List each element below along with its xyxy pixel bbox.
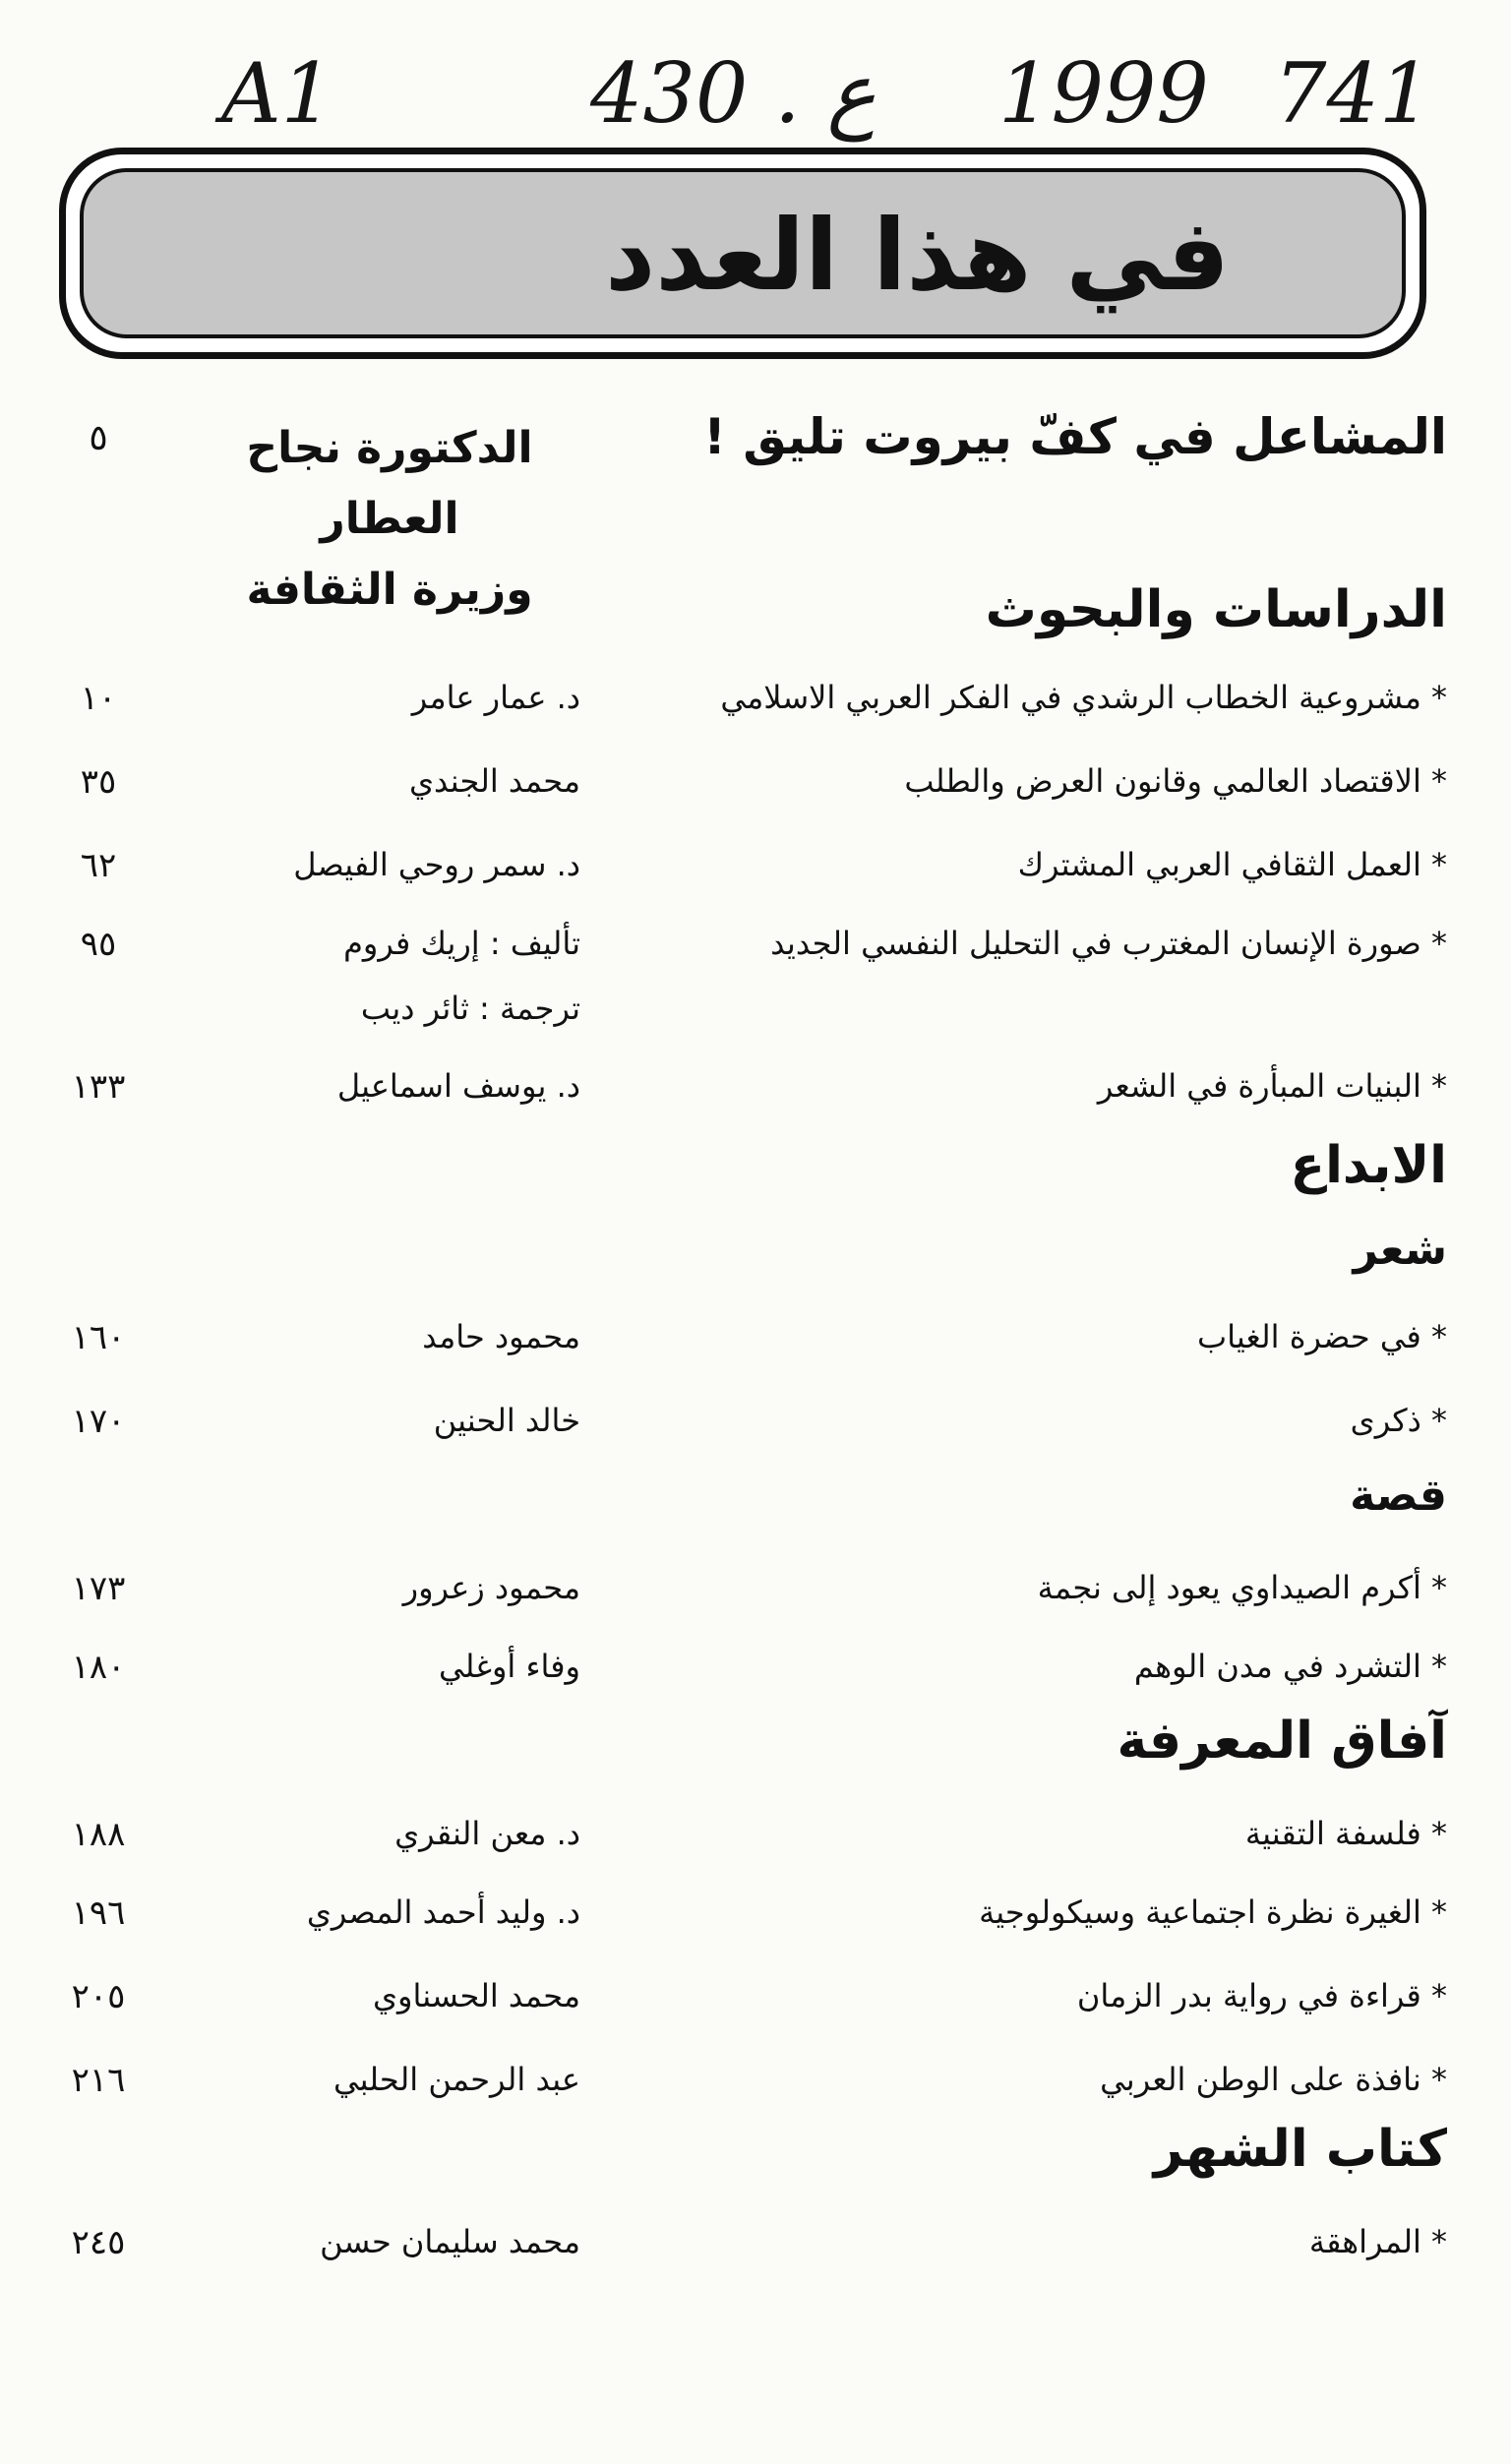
entry-title: * في حضرة الغياب [1196, 1318, 1447, 1355]
toc-entry[interactable] [0, 762, 1511, 831]
entry-author: د. معن النقري [394, 1815, 580, 1852]
lead-author-role: وزيرة الثقافة [246, 565, 533, 615]
entry-title: * ذكرى [1350, 1402, 1447, 1439]
page-title: في هذا العدد [604, 198, 1230, 313]
toc-entry[interactable] [0, 1067, 1511, 1136]
entry-title: * مشروعية الخطاب الرشدي في الفكر العربي الاسلامي [720, 679, 1447, 716]
toc-entry[interactable] [0, 1318, 1511, 1387]
entry-author: تأليف : إريك فروم [343, 925, 580, 962]
entry-page: ٢١٦ [71, 2061, 126, 2100]
section-creativity: الابداع [1290, 1136, 1447, 1195]
entry-title: * التشرد في مدن الوهم [1133, 1648, 1447, 1685]
entry-author: محمود زعرور [402, 1569, 580, 1606]
entry-page: ١٧٠ [71, 1402, 126, 1441]
entry-title: * العمل الثقافي العربي المشترك [1017, 846, 1447, 883]
toc-entry[interactable] [0, 1977, 1511, 2046]
entry-author: وفاء أوغلي [438, 1648, 580, 1685]
handwritten-year: 1999 [998, 45, 1209, 142]
section-poetry: شعر [1353, 1225, 1447, 1275]
entry-title: * فلسفة التقنية [1244, 1815, 1447, 1852]
handwritten-code: A1 [221, 45, 334, 142]
entry-title: * أكرم الصيداوي يعود إلى نجمة [1037, 1569, 1447, 1606]
title-banner [59, 148, 1426, 359]
entry-title: * المراهقة [1308, 2223, 1447, 2260]
entry-page: ٩٥ [80, 925, 117, 964]
entry-title: * صورة الإنسان المغترب في التحليل النفسي الجديد [770, 925, 1447, 962]
entry-author: خالد الحنين [433, 1402, 580, 1439]
lead-author-name: الدكتورة نجاح العطار [246, 423, 533, 544]
entry-page: ٦٢ [80, 846, 117, 885]
entry-title: * نافذة على الوطن العربي [1100, 2061, 1447, 2098]
toc-entry[interactable] [0, 1402, 1511, 1471]
entry-page: ١٩٦ [71, 1893, 126, 1933]
toc-entry[interactable] [0, 1893, 1511, 1962]
banner-inner [80, 168, 1406, 338]
entry-title: * قراءة في رواية بدر الزمان [1076, 1977, 1447, 2014]
toc-entry[interactable] [0, 2061, 1511, 2130]
entry-page: ٢٤٥ [71, 2223, 126, 2262]
toc-entry[interactable] [0, 679, 1511, 748]
toc-entry[interactable] [0, 1815, 1511, 1884]
entry-title: * البنيات المبأرة في الشعر [1097, 1067, 1447, 1105]
section-studies: الدراسات والبحوث [985, 580, 1447, 639]
entry-translator: ترجمة : ثائر ديب [360, 990, 580, 1027]
entry-author: محمد الجندي [408, 762, 580, 800]
entry-author: د. عمار عامر [411, 679, 580, 716]
entry-author: د. سمر روحي الفيصل [293, 846, 580, 883]
entry-page: ١٠ [80, 679, 117, 718]
entry-page: ١٨٨ [71, 1815, 126, 1854]
entry-page: ٢٠٥ [71, 1977, 126, 2016]
entry-author: محمد سليمان حسن [320, 2223, 580, 2260]
entry-page: ١٣٣ [71, 1067, 126, 1107]
section-horizons: آفاق المعرفة [1117, 1712, 1447, 1771]
toc-entry[interactable] [0, 2223, 1511, 2292]
entry-author: د. وليد أحمد المصري [306, 1893, 580, 1931]
entry-author: محمد الحسناوي [372, 1977, 580, 2014]
toc-entry[interactable] [0, 925, 1511, 1052]
section-story: قصة [1350, 1471, 1447, 1521]
lead-article-author [183, 413, 596, 626]
entry-author: محمود حامد [422, 1318, 580, 1355]
entry-page: ١٧٣ [71, 1569, 126, 1608]
entry-page: ١٨٠ [71, 1648, 126, 1687]
handwritten-issue: 741 [1274, 45, 1432, 142]
entry-page: ١٦٠ [71, 1318, 126, 1357]
section-book-of-month: كتاب الشهر [1153, 2120, 1447, 2179]
toc-entry[interactable] [0, 846, 1511, 915]
handwritten-number: 430 . ع [590, 45, 876, 142]
entry-title: * الغيرة نظرة اجتماعية وسيكولوجية [979, 1893, 1447, 1931]
lead-article-page: ٥ [89, 418, 108, 458]
entry-author: عبد الرحمن الحلبي [332, 2061, 580, 2098]
entry-title: * الاقتصاد العالمي وقانون العرض والطلب [904, 762, 1447, 800]
toc-entry[interactable] [0, 1648, 1511, 1716]
toc-entry[interactable] [0, 1569, 1511, 1638]
entry-author: د. يوسف اسماعيل [336, 1067, 580, 1105]
entry-page: ٣٥ [80, 762, 117, 802]
lead-article-title: المشاعل في كفّ بيروت تليق ! [703, 408, 1447, 465]
